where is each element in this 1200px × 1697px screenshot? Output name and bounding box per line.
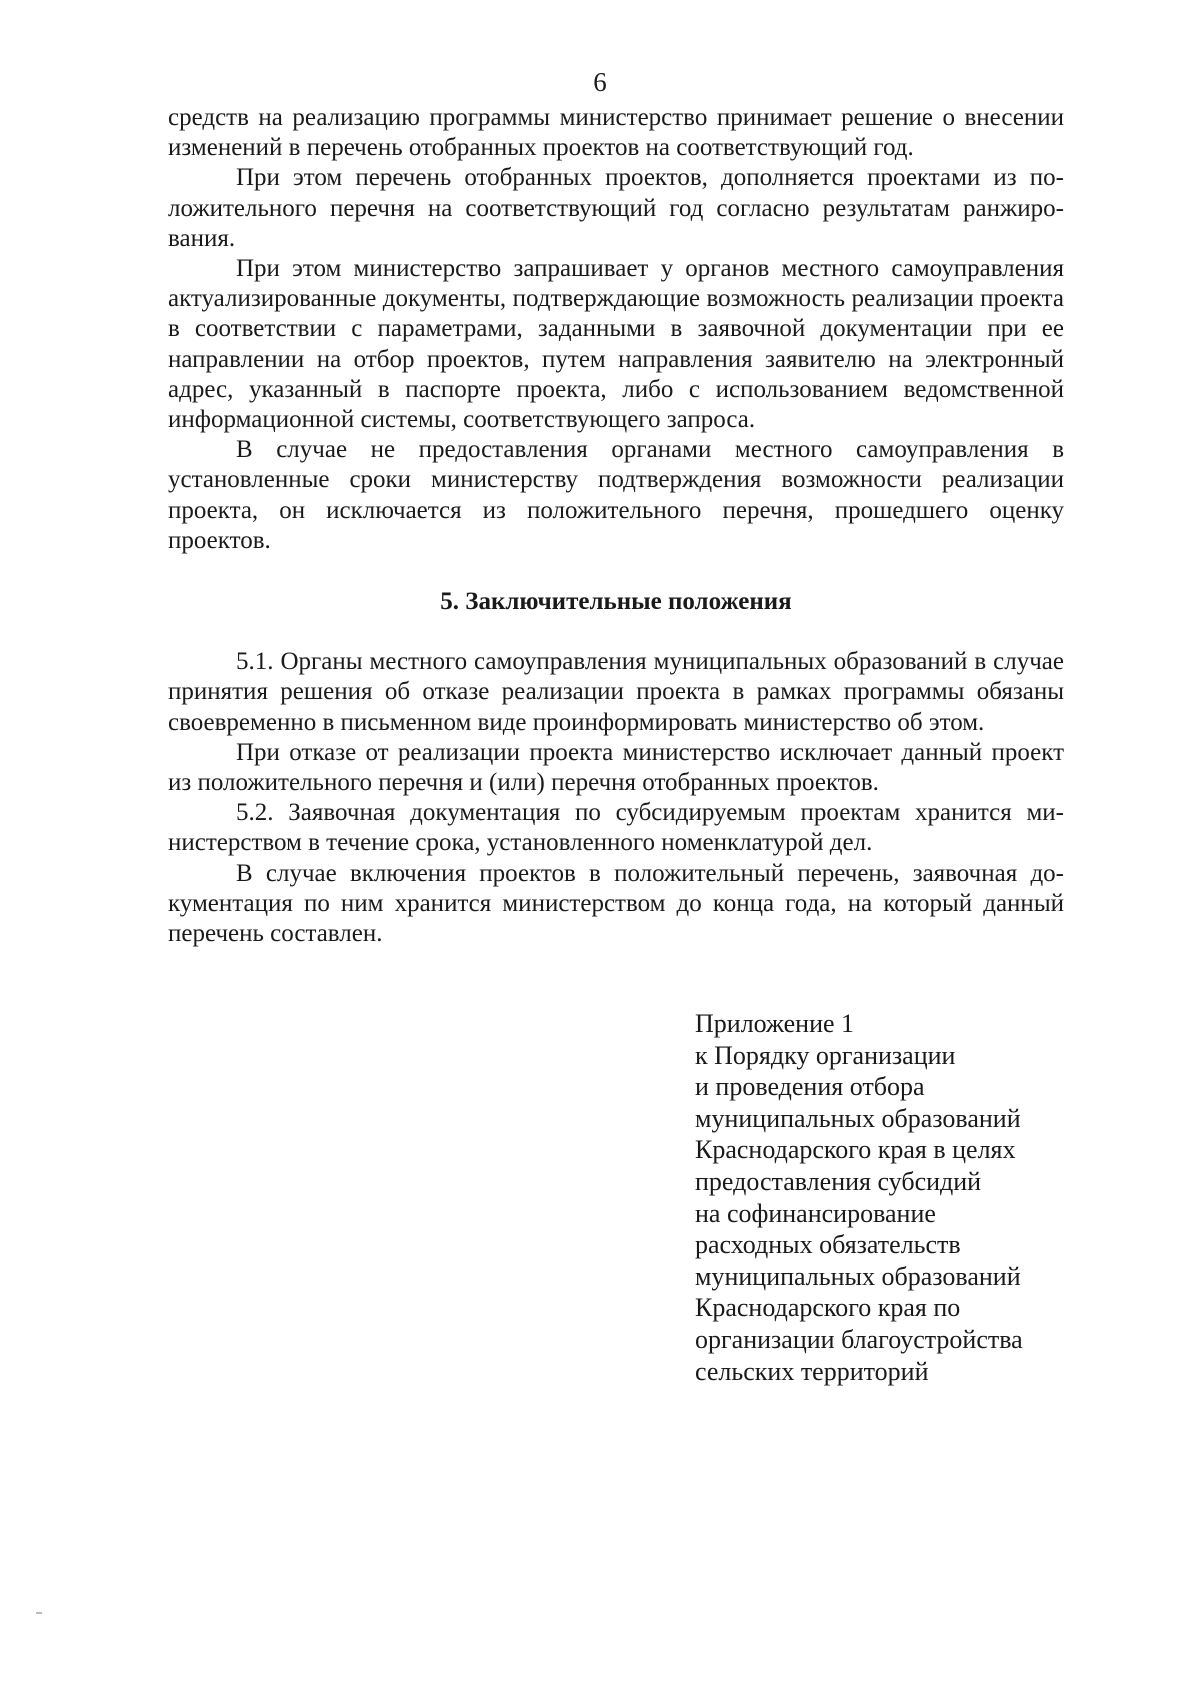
paragraph: средств на реализацию программы министерство принимает решение о внесении изменений в перечень отобранных проектов на соответствующий год.: [168, 104, 1064, 162]
appendix-line: на софинансирование: [695, 1198, 936, 1228]
appendix-reference: [695, 1008, 1115, 1387]
appendix-line: муниципальных образований: [695, 1103, 1021, 1133]
appendix-line: Приложение 1: [695, 1009, 855, 1038]
paragraph: 5.1. Органы местного самоуправления муниципальных образований в случае принятия решения об отказе реализации проекта в рамках программы обязаны своевременно в письменном виде проинформировать министерство об этом.: [168, 648, 1064, 736]
paragraph: При этом министерство запрашивает у органов местного самоуправления актуализированные документы, подтверждающие возможность реализации проекта в соответствии с параметрами, заданными в заявочной документации при ее направлении на отбор проектов, путем направления заявителю на электронный адрес, указанный в паспорте проекта, либо с использованием ведомственной информационной системы, соответствующего запроса.: [168, 255, 1064, 434]
appendix-line: расходных обязательств: [695, 1230, 961, 1260]
paragraph: 5.2. Заявочная документация по субсидируемым проектам хранится министерством в течение срока, установленного номенклатурой дел.: [168, 799, 1064, 857]
appendix-line: Краснодарского края по: [695, 1293, 961, 1323]
appendix-line: сельских территорий: [695, 1356, 929, 1386]
section-heading: 5. Заключительные положения: [440, 588, 792, 616]
paragraph: При этом перечень отобранных проектов, дополняется проектами из положительного перечня на соответствующий год согласно результатам ранжирования.: [168, 164, 1064, 252]
appendix-line: к Порядку организации: [695, 1040, 956, 1070]
appendix-line: Краснодарского края в целях: [695, 1135, 1016, 1165]
appendix-line: и проведения отбора: [695, 1072, 925, 1102]
page-number: 6: [593, 67, 607, 97]
scan-artifact: [36, 1612, 42, 1614]
appendix-line: организации благоустройства: [695, 1324, 1023, 1354]
paragraph: При отказе от реализации проекта министерство исключает данный проект из положительного перечня и (или) перечня отобранных проектов.: [168, 738, 1064, 797]
paragraph: В случае включения проектов в положительный перечень, заявочная документация по ним хранится министерством до конца года, на который данный перечень составлен.: [168, 859, 1064, 948]
paragraph: В случае не предоставления органами местного самоуправления в установленные сроки министерству подтверждения возможности реализации проекта, он исключается из положительного перечня, прошедшего оценку проектов.: [168, 436, 1064, 554]
document-body: [168, 103, 1064, 949]
appendix-line: предоставления субсидий: [695, 1166, 982, 1196]
appendix-line: муниципальных образований: [695, 1261, 1021, 1291]
